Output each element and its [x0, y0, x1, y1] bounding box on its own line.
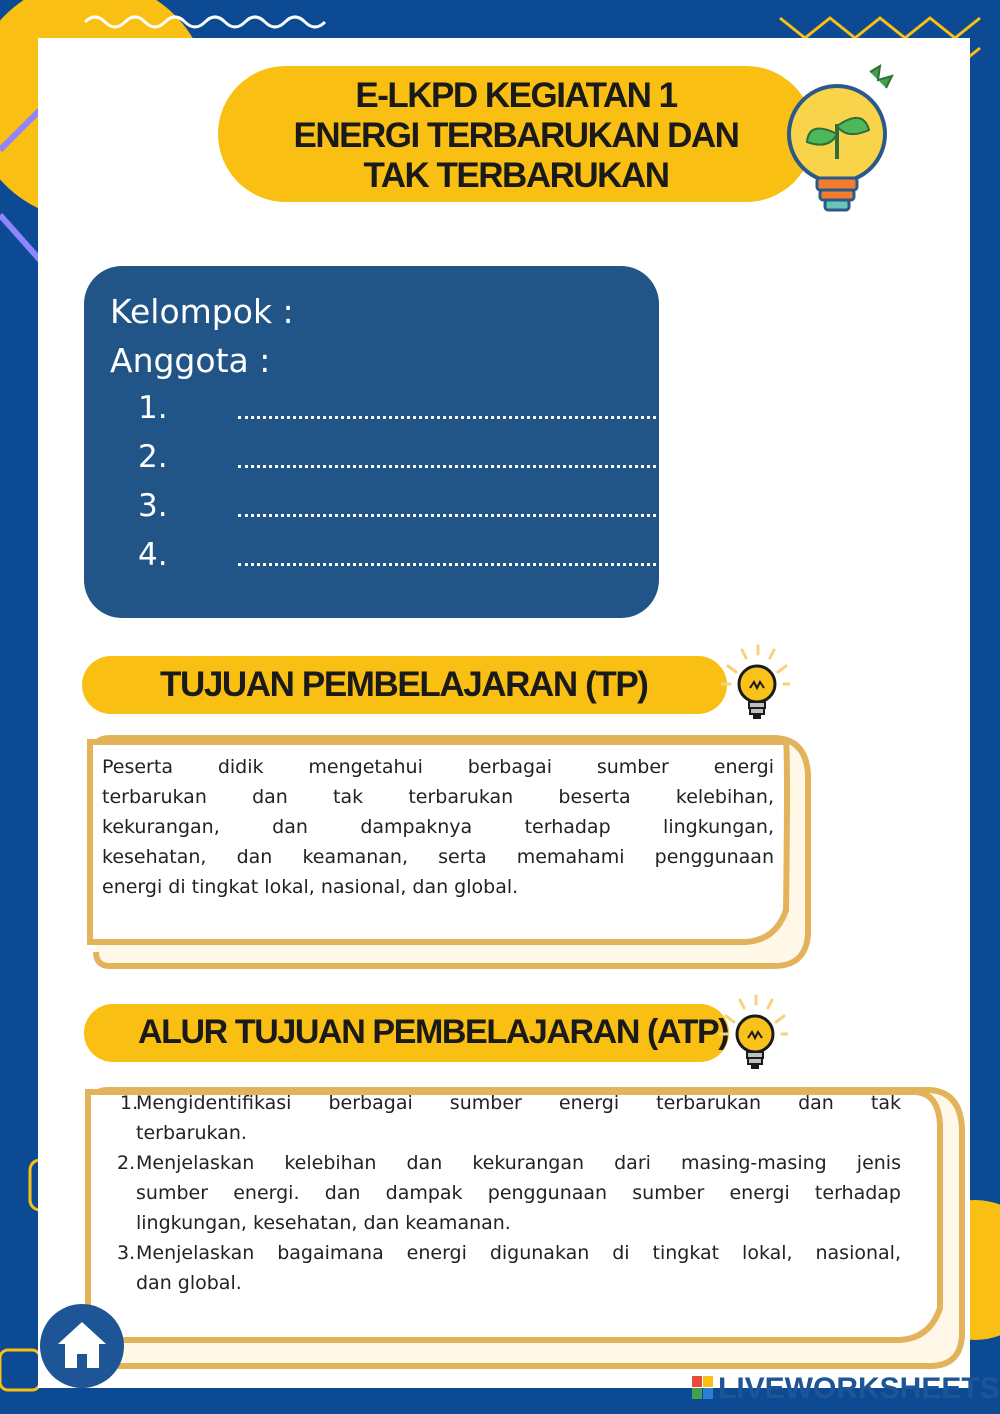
atp-line: dan global. [136, 1272, 242, 1294]
atp-list-item [103, 1238, 901, 1298]
atp-list [103, 1088, 901, 1298]
tp-line: Peserta didik mengetahui berbagai sumber energi [102, 756, 774, 778]
member-row[interactable] [138, 537, 168, 573]
member-number: 4. [138, 537, 168, 573]
lightbulb-icon [720, 644, 790, 726]
tp-heading: TUJUAN PEMBELAJARAN (TP) [160, 665, 648, 704]
lightbulb-plant-icon [782, 64, 900, 220]
title-line-2: ENERGI TERBARUKAN DAN [293, 116, 739, 155]
member-name-field[interactable] [238, 457, 668, 468]
atp-line: terbarukan. [136, 1122, 247, 1144]
tp-line: energi di tingkat lokal, nasional, dan global. [102, 876, 519, 898]
atp-line: Menjelaskan bagaimana energi digunakan di tingkat lokal, nasional, [136, 1242, 901, 1264]
member-row[interactable] [138, 390, 168, 426]
footer-brand: LIVEWORKSHEETS [718, 1372, 1000, 1405]
atp-item-number: 3. [117, 1242, 136, 1264]
atp-heading: ALUR TUJUAN PEMBELAJARAN (ATP) [138, 1013, 729, 1051]
home-button[interactable] [40, 1304, 124, 1388]
atp-line: Menjelaskan kelebihan dan kekurangan dari masing-masing jenis [136, 1152, 901, 1174]
home-icon [40, 1304, 124, 1388]
member-name-field[interactable] [238, 506, 668, 517]
atp-line: lingkungan, kesehatan, dan keamanan. [136, 1212, 511, 1234]
tp-line: kekurangan, dan dampaknya terhadap lingkungan, [102, 816, 774, 838]
atp-item-number: 2. [117, 1152, 136, 1174]
member-row[interactable] [138, 488, 168, 524]
member-number: 3. [138, 488, 168, 524]
member-number: 1. [138, 390, 168, 426]
atp-item-number: 1. [120, 1092, 139, 1114]
title-line-3: TAK TERBARUKAN [363, 156, 669, 195]
member-row[interactable] [138, 439, 168, 475]
kelompok-label: Kelompok : [110, 292, 294, 331]
atp-list-item [103, 1148, 901, 1238]
atp-list-item [103, 1088, 901, 1148]
group-info-box [84, 266, 659, 618]
member-number: 2. [138, 439, 168, 475]
atp-line: Mengidentifikasi berbagai sumber energi terbarukan dan tak [136, 1092, 901, 1114]
member-name-field[interactable] [238, 555, 668, 566]
liveworksheets-logo-icon [692, 1376, 714, 1400]
tp-line: kesehatan, dan keamanan, serta memahami penggunaan [102, 846, 774, 868]
tp-line: terbarukan dan tak terbarukan beserta kelebihan, [102, 786, 774, 808]
lightbulb-icon [718, 994, 788, 1076]
page-title [218, 66, 814, 202]
anggota-label: Anggota : [110, 341, 271, 380]
title-line-1: E-LKPD KEGIATAN 1 [355, 76, 677, 115]
atp-line: sumber energi. dan dampak penggunaan sumber energi terhadap [136, 1182, 901, 1204]
tp-paragraph [102, 752, 774, 902]
member-name-field[interactable] [238, 408, 668, 419]
